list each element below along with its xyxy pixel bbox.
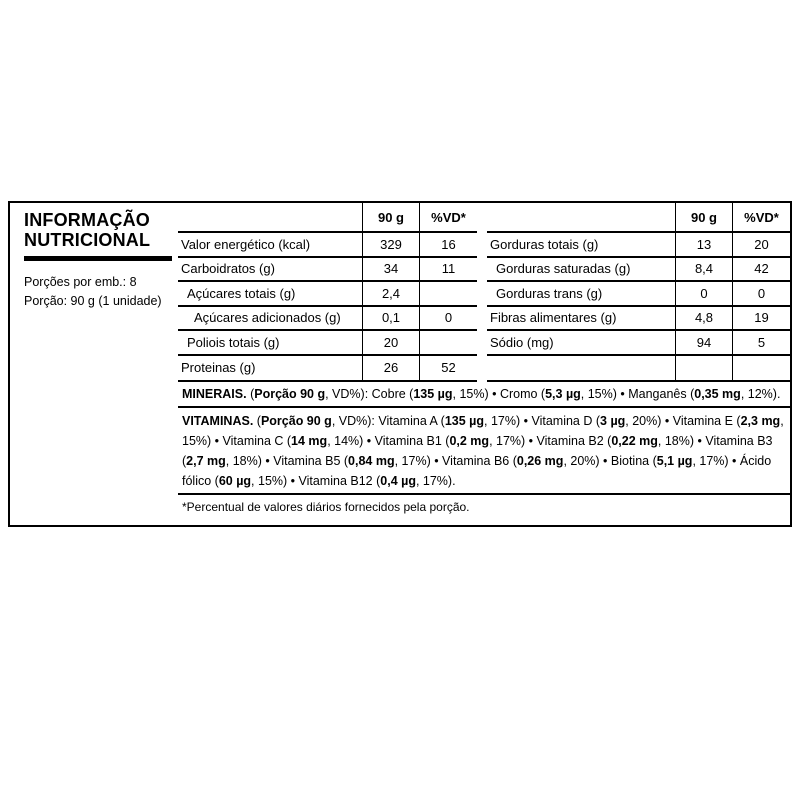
vitamins-section [178,408,790,495]
table-header-row [487,203,790,233]
nutrient-name: Valor energético (kcal) [178,233,362,258]
table-header-row [178,203,477,233]
nutrient-row-protein [178,356,477,381]
nutrient-dv: 19 [732,307,790,332]
nutrient-row-empty [487,356,790,381]
nutrient-row-sodium [487,331,790,356]
table-gap [477,203,487,382]
nutrients-table-right [487,203,790,382]
nutrient-amount [675,356,732,381]
nutrient-dv: 0 [419,307,477,332]
nutrient-row-added-sugars [178,307,477,332]
nutrient-name: Carboidratos (g) [178,258,362,283]
footnote: *Percentual de valores diários fornecidos pela porção. [182,500,470,514]
nutrient-dv: 42 [732,258,790,283]
nutrient-amount: 4,8 [675,307,732,332]
nutrient-name: Açúcares adicionados (g) [178,307,362,332]
nutrient-row-total-fat [487,233,790,258]
nutrient-name: Gorduras saturadas (g) [487,258,675,283]
label-title-line1: INFORMAÇÃO [24,210,150,230]
column-header-dv: %VD* [419,203,477,233]
nutrient-name: Proteinas (g) [181,360,256,376]
nutrient-amount: 0,1 [362,307,419,332]
minerals-text: MINERAIS. (Porção 90 g, VD%): Cobre (135 µg, 15%) • Cromo (5,3 µg, 15%) • Manganês (0,35 mg, 12%). [182,387,781,401]
column-header-dv: %VD* [732,203,790,233]
nutrient-amount: 329 [362,233,419,258]
nutrient-tables [178,203,790,382]
nutrient-name: Poliois totais (g) [178,331,362,356]
nutrient-amount: 94 [675,331,732,356]
nutrient-amount: 26 [362,356,419,381]
label-content [178,203,790,525]
nutrient-column-spacer [487,203,675,233]
column-header-amount: 90 g [675,203,732,233]
nutrient-name: Açúcares totais (g) [178,282,362,307]
nutrients-table-left [178,203,477,382]
nutrient-dv: 11 [419,258,477,283]
nutrient-dv: 16 [419,233,477,258]
nutrient-row-energy [178,233,477,258]
serving-info [24,273,178,311]
nutrient-name: Sódio (mg) [487,331,675,356]
nutrient-name: Gorduras totais (g) [487,233,675,258]
serving-size: Porção: 90 g (1 unidade) [24,294,162,308]
nutrient-dv: 5 [732,331,790,356]
nutrient-dv [419,282,477,307]
label-header-panel [10,203,178,525]
nutrient-dv: 52 [419,356,477,381]
label-title [24,210,178,250]
nutrient-column-spacer [487,356,675,381]
nutrient-row-trans-fat [487,282,790,307]
nutrient-dv [419,331,477,356]
vitamins-text: VITAMINAS. (Porção 90 g, VD%): Vitamina A (135 µg, 17%) • Vitamina D (3 µg, 20%) • Vitamina E (2,3 mg, 15%) • Vitamina C (14 mg, 14%) • Vitamina B1 (0,2 mg, 17%) • Vitamina B2 (0,22 mg, 18%) • Vitamina B3 (2,7 mg, 18%) • Vitamina B5 (0,84 mg, 17%) • Vitamina B6 (0,26 mg, 20%) • Biotina (5,1 µg, 17%) • Ácido fólico (60 µg, 15%) • Vitamina B12 (0,4 µg, 17%). [182,414,784,488]
nutrient-column-spacer [178,203,362,233]
label-title-line2: NUTRICIONAL [24,230,151,250]
nutrient-dv: 20 [732,233,790,258]
nutrient-row-carbs [178,258,477,283]
nutrient-dv: 0 [732,282,790,307]
column-header-amount: 90 g [362,203,419,233]
title-rule [24,256,172,261]
nutrient-row-saturated-fat [487,258,790,283]
nutrient-amount: 8,4 [675,258,732,283]
nutrient-amount: 2,4 [362,282,419,307]
nutrient-name: Gorduras trans (g) [487,282,675,307]
nutrient-row-polyols [178,331,477,356]
nutrient-amount: 34 [362,258,419,283]
nutrition-label [8,201,792,527]
nutrient-row-fiber [487,307,790,332]
nutrient-amount: 13 [675,233,732,258]
nutrient-dv [732,356,790,381]
nutrient-row-total-sugars [178,282,477,307]
nutrient-amount: 20 [362,331,419,356]
servings-per-package: Porções por emb.: 8 [24,275,137,289]
nutrient-name: Fibras alimentares (g) [487,307,675,332]
minerals-section [178,382,790,408]
nutrient-amount: 0 [675,282,732,307]
